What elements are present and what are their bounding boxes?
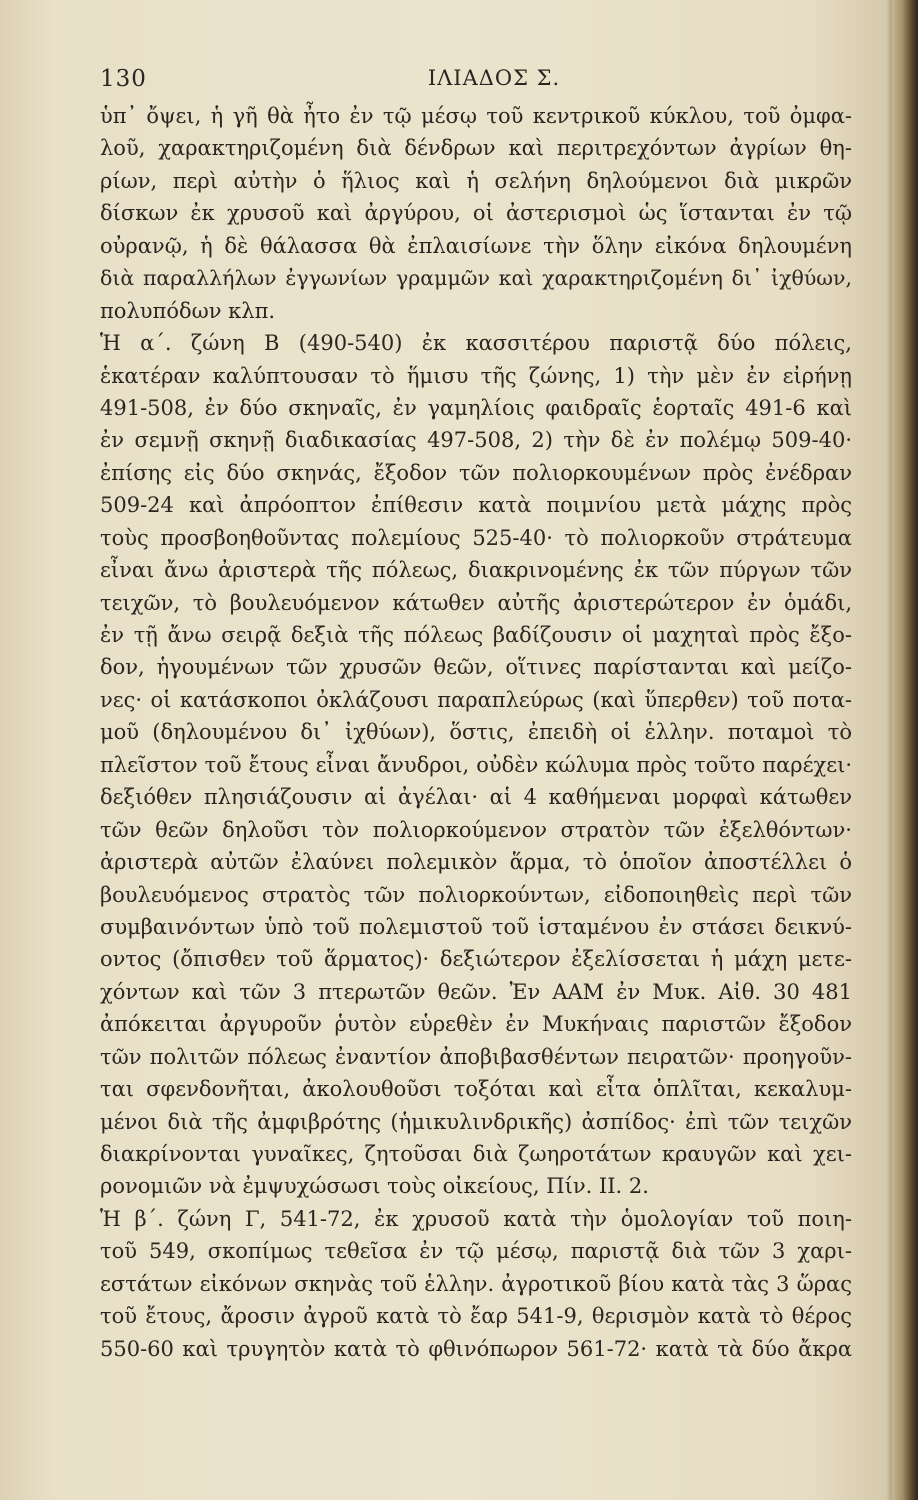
text-line: 509-24 καὶ ἀπρόοπτον ἐπίθεσιν κατὰ ποιμνίου μετὰ μάχης πρὸς [100, 493, 852, 518]
text-line: ἐν τῇ ἄνω σειρᾷ δεξιὰ τῆς πόλεως βαδίζουσιν οἱ μαχηταὶ πρὸς ἔξο- [100, 623, 852, 647]
text-line: μοῦ (δηλουμένου δι᾽ ἰχθύων), ὅστις, ἐπειδὴ οἱ ἑλλην. ποταμοὶ τὸ [100, 720, 852, 745]
text-line: βουλευόμενος στρατὸς τῶν πολιορκούντων, εἰδοποιηθεὶς περὶ τῶν [100, 882, 852, 907]
text-line: πολυπόδων κλπ. [100, 298, 276, 323]
text-line: δίσκων ἐκ χρυσοῦ καὶ ἀργύρου, οἱ ἀστερισμοὶ ὡς ἵστανται ἐν τῷ [100, 201, 852, 226]
text-line: 550-60 καὶ τρυγητὸν κατὰ τὸ φθινόπωρον 561-72· κατὰ τὰ δύο ἄκρα [100, 1336, 852, 1361]
text-line: Ἡ α΄. ζώνη Β (490-540) ἐκ κασσιτέρου παριστᾷ δύο πόλεις, [100, 331, 852, 356]
text-line: ἀπόκειται ἀργυροῦν ῥυτὸν εὑρεθὲν ἐν Μυκήναις παριστῶν ἔξοδον [100, 1012, 852, 1037]
text-line: νες· οἱ κατάσκοποι ὀκλάζουσι παραπλεύρως (καὶ ὕπερθεν) τοῦ ποτα- [100, 687, 852, 712]
text-line: ται σφενδονῆται, ἀκολουθοῦσι τοξόται καὶ εἶτα ὁπλῖται, κεκαλυμ- [100, 1077, 852, 1102]
page-header [100, 66, 852, 100]
text-line: ρίων, περὶ αὐτὴν ὁ ἥλιος καὶ ἡ σελήνη δηλούμενοι διὰ μικρῶν [100, 168, 852, 193]
text-line: ὑπ᾽ ὄψει, ἡ γῆ θὰ ἦτο ἐν τῷ μέσῳ τοῦ κεντρικοῦ κύκλου, τοῦ ὀμφα- [100, 104, 852, 128]
book-spine-edge [892, 0, 918, 1500]
text-line: διακρίνονται γυναῖκες, ζητοῦσαι διὰ ζωηροτάτων κραυγῶν καὶ χει- [100, 1142, 852, 1166]
text-line: τοῦ ἔτους, ἄροσιν ἀγροῦ κατὰ τὸ ἔαρ 541-9, θερισμὸν κατὰ τὸ θέρος [100, 1304, 852, 1329]
text-line: λοῦ, χαρακτηριζομένη διὰ δένδρων καὶ περιτρεχόντων ἀγρίων θη- [100, 136, 852, 161]
text-line: πλεῖστον τοῦ ἔτους εἶναι ἄνυδροι, οὐδὲν κώλυμα πρὸς τοῦτο παρέχει· [100, 752, 852, 777]
text-line: οὐρανῷ, ἡ δὲ θάλασσα θὰ ἐπλαισίωνε τὴν ὅλην εἰκόνα δηλουμένη [100, 233, 852, 258]
text-line: τοὺς προσβοηθοῦντας πολεμίους 525-40· τὸ πολιορκοῦν στράτευμα [100, 525, 852, 550]
text-line: ἐν σεμνῇ σκηνῇ διαδικασίας 497-508, 2) τὴν δὲ ἐν πολέμῳ 509-40· [100, 428, 852, 453]
text-line: ρονομιῶν νὰ ἐμψυχώσωσι τοὺς οἰκείους, Πίν. ΙΙ. 2. [100, 1174, 649, 1199]
text-line: τοῦ 549, σκοπίμως τεθεῖσα ἐν τῷ μέσῳ, παριστᾷ διὰ τῶν 3 χαρι- [100, 1239, 852, 1264]
text-line: διὰ παραλλήλων ἐγγωνίων γραμμῶν καὶ χαρακτηριζομένη δι᾽ ἰχθύων, [100, 266, 852, 291]
text-line: ἐπίσης εἰς δύο σκηνάς, ἔξοδον τῶν πολιορκουμένων πρὸς ἐνέδραν [100, 460, 852, 485]
text-line: συμβαινόντων ὑπὸ τοῦ πολεμιστοῦ τοῦ ἱσταμένου ἐν στάσει δεικνύ- [100, 914, 852, 939]
text-line: ἑκατέραν καλύπτουσαν τὸ ἥμισυ τῆς ζώνης, 1) τὴν μὲν ἐν εἰρήνῃ [100, 363, 852, 388]
page-number: 130 [100, 66, 147, 92]
text-line: οντος (ὄπισθεν τοῦ ἅρματος)· δεξιώτερον ἐξελίσσεται ἡ μάχη μετε- [100, 947, 852, 972]
text-line: Ἡ β΄. ζώνη Γ, 541-72, ἐκ χρυσοῦ κατὰ τὴν ὁμολογίαν τοῦ ποιη- [100, 1206, 852, 1231]
text-line: τῶν πολιτῶν πόλεως ἐναντίον ἀποβιβασθέντων πειρατῶν· προηγοῦν- [100, 1044, 852, 1069]
text-line: χόντων καὶ τῶν 3 πτερωτῶν θεῶν. Ἐν ΑΑΜ ἐν Μυκ. Αἰθ. 30 481 [100, 979, 852, 1004]
text-line: τῶν θεῶν δηλοῦσι τὸν πολιορκούμενον στρατὸν τῶν ἐξελθόντων· [100, 817, 852, 842]
text-line: δεξιόθεν πλησιάζουσιν αἱ ἀγέλαι· αἱ 4 καθήμεναι μορφαὶ κάτωθεν [100, 785, 852, 810]
text-line: τειχῶν, τὸ βουλευόμενον κάτωθεν αὐτῆς ἀριστερώτερον ἐν ὁμάδι, [100, 590, 852, 615]
text-line: εστάτων εἰκόνων σκηνὰς τοῦ ἑλλην. ἀγροτικοῦ βίου κατὰ τὰς 3 ὥρας [100, 1271, 852, 1296]
text-line: δον, ἡγουμένων τῶν χρυσῶν θεῶν, οἵτινες παρίστανται καὶ μείζο- [100, 655, 852, 680]
text-line: 491-508, ἐν δύο σκηναῖς, ἐν γαμηλίοις φαιδραῖς ἑορταῖς 491-6 καὶ [100, 395, 852, 420]
text-line: εἶναι ἄνω ἀριστερὰ τῆς πόλεως, διακρινομένης ἐκ τῶν πύργων τῶν [100, 558, 852, 583]
text-line: ἀριστερὰ αὐτῶν ἐλαύνει πολεμικὸν ἅρμα, τὸ ὁποῖον ἀποστέλλει ὁ [100, 850, 852, 875]
text-line: μένοι διὰ τῆς ἀμφιβρότης (ἡμικυλινδρικῆς) ἀσπίδος· ἐπὶ τῶν τειχῶν [100, 1109, 852, 1134]
body-text [100, 100, 852, 1365]
running-head: ΙΛΙΑΔΟΣ Σ. [427, 66, 561, 90]
